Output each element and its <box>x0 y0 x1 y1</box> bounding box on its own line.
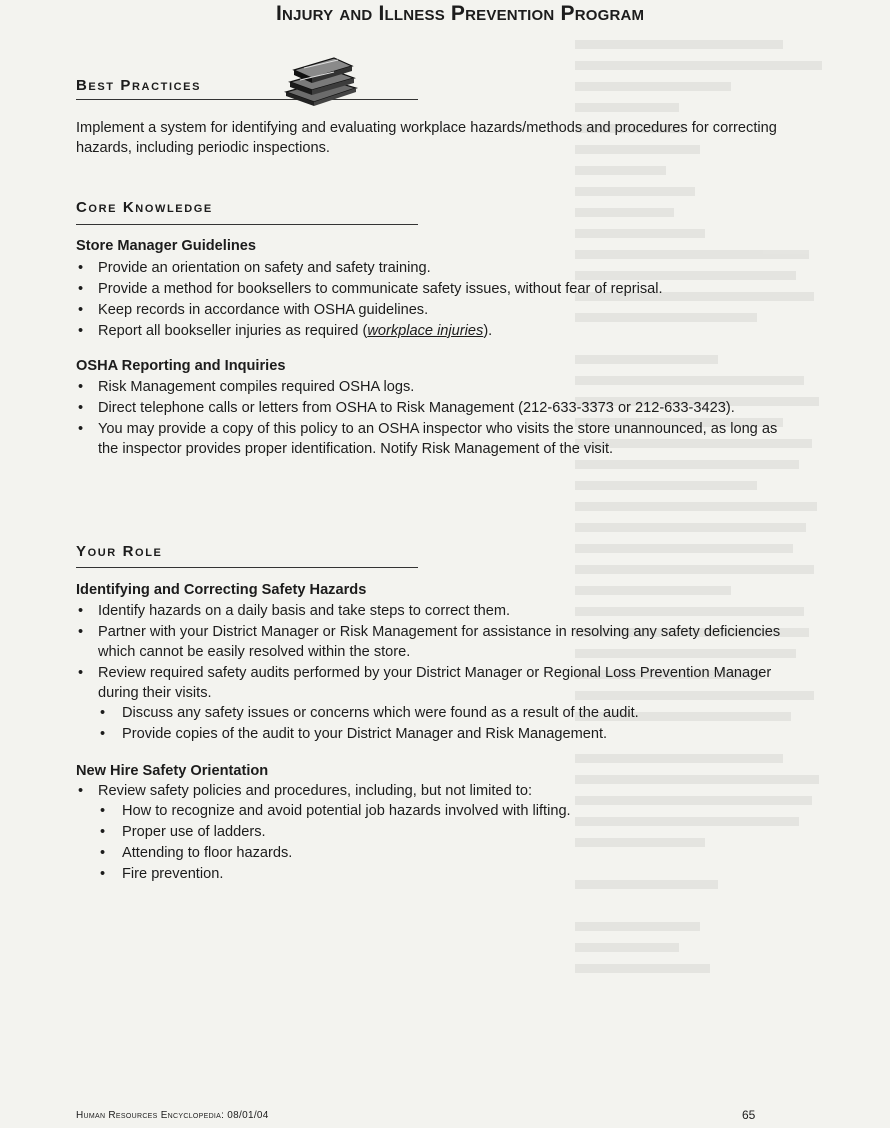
footer-publication: Human Resources Encyclopedia: 08/01/04 <box>76 1110 269 1121</box>
best-practices-heading: Best Practices <box>76 77 202 94</box>
safety-hazards-list <box>76 601 796 745</box>
list-item-text: Report all bookseller injuries as required ( <box>98 323 368 339</box>
document-title: Injury and Illness Prevention Program <box>276 2 645 25</box>
sub-list-item: • How to recognize and avoid potential job hazards involved with lifting. <box>98 801 796 821</box>
sub-list-item: • Discuss any safety issues or concerns which were found as a result of the audit. <box>98 703 796 723</box>
core-knowledge-rule <box>76 224 418 225</box>
store-manager-guidelines-title: Store Manager Guidelines <box>76 238 257 254</box>
sub-list-item: • Attending to floor hazards. <box>98 843 796 863</box>
your-role-rule <box>76 567 418 568</box>
audit-sublist <box>98 703 796 744</box>
list-item: • Keep records in accordance with OSHA guidelines. <box>76 300 796 320</box>
osha-reporting-list <box>76 377 796 460</box>
orientation-sublist <box>98 801 796 884</box>
books-icon <box>282 52 360 106</box>
best-practices-rule <box>76 99 418 100</box>
best-practices-text: Implement a system for identifying and evaluating workplace hazards/methods and procedures for correcting hazards, including periodic inspections. <box>76 120 777 156</box>
list-item-text: Review safety policies and procedures, including, but not limited to: <box>98 783 532 799</box>
sub-list-item: • Proper use of ladders. <box>98 822 796 842</box>
list-item: • Provide an orientation on safety and safety training. <box>76 258 796 278</box>
workplace-injuries-link[interactable]: workplace injuries <box>367 323 484 339</box>
sub-list-item: • Provide copies of the audit to your District Manager and Risk Management. <box>98 724 796 744</box>
list-item <box>76 663 796 744</box>
sub-list-item: • Fire prevention. <box>98 864 796 884</box>
store-manager-guidelines-list <box>76 258 796 342</box>
list-item <box>76 321 796 341</box>
list-item-text: Review required safety audits performed by your District Manager or Regional Loss Prevention Manager during their visits. <box>98 665 772 701</box>
list-item-text: ). <box>483 323 493 339</box>
osha-reporting-title: OSHA Reporting and Inquiries <box>76 358 286 374</box>
new-hire-orientation-title: New Hire Safety Orientation <box>76 763 269 779</box>
list-item: • You may provide a copy of this policy to an OSHA inspector who visits the store unannounced, as long as the inspector provides proper identification. Notify Risk Management of the visit. <box>76 419 796 459</box>
safety-hazards-title: Identifying and Correcting Safety Hazards <box>76 582 367 598</box>
list-item <box>76 781 796 884</box>
list-item: • Partner with your District Manager or Risk Management for assistance in resolving any safety deficiencies which cannot be easily resolved within the store. <box>76 622 796 662</box>
new-hire-orientation-list <box>76 781 796 885</box>
page-number: 65 <box>742 1108 756 1122</box>
core-knowledge-heading: Core Knowledge <box>76 199 213 216</box>
your-role-heading: Your Role <box>76 543 163 560</box>
list-item: • Provide a method for booksellers to communicate safety issues, without fear of reprisal. <box>76 279 796 299</box>
list-item: • Direct telephone calls or letters from OSHA to Risk Management (212-633-3373 or 212-633-3423). <box>76 398 796 418</box>
list-item: • Identify hazards on a daily basis and take steps to correct them. <box>76 601 796 621</box>
list-item: • Risk Management compiles required OSHA logs. <box>76 377 796 397</box>
